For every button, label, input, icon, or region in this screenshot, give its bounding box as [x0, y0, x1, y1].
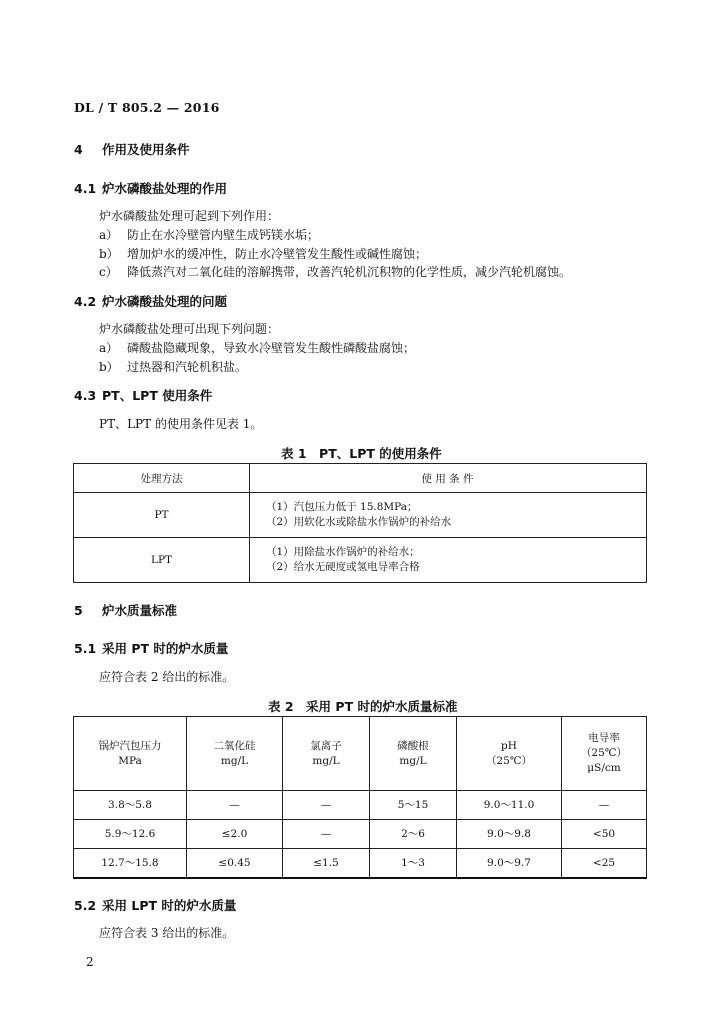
table-cell: 9.0～9.7 [457, 849, 562, 879]
table-header-cell: 锅炉汽包压力 MPa [74, 717, 187, 791]
table-cell: — [283, 820, 370, 849]
list-item: b） 增加炉水的缓冲性，防止水冷壁管发生酸性或碱性腐蚀； [99, 247, 428, 261]
page-number: 2 [86, 955, 94, 969]
table-cell: <25 [562, 849, 647, 879]
table-row [74, 791, 647, 820]
table-cell: <50 [562, 820, 647, 849]
section-4-1-intro: 炉水磷酸盐处理可起到下列作用： [99, 209, 280, 223]
table-2-caption: 表 2 采用 PT 时的炉水质量标准 [268, 699, 458, 714]
table-header-cell: 二氧化硅 mg/L [187, 717, 283, 791]
table-cell: 9.0～9.8 [457, 820, 562, 849]
section-5-1-text: 应符合表 2 给出的标准。 [99, 670, 235, 684]
table-cell: ≤1.5 [283, 849, 370, 879]
table-1 [73, 463, 647, 583]
table-header-cell: 氯离子 mg/L [283, 717, 370, 791]
table-header-cell: pH （25℃） [457, 717, 562, 791]
table-header-cell: 使 用 条 件 [250, 464, 647, 493]
list-item: c） 降低蒸汽对二氧化硅的溶解携带，改善汽轮机沉积物的化学性质，减少汽轮机腐蚀。 [99, 265, 572, 279]
section-4-2-intro: 炉水磷酸盐处理可出现下列问题： [99, 322, 280, 336]
table-cell: 2～6 [370, 820, 457, 849]
table-row [74, 493, 647, 538]
table-cell: 12.7～15.8 [74, 849, 187, 879]
section-4-heading: 4 作用及使用条件 [74, 142, 190, 157]
table-cell: 1～3 [370, 849, 457, 879]
table-cell: LPT [74, 538, 250, 583]
table-cell: 3.8～5.8 [74, 791, 187, 820]
table-cell: 5～15 [370, 791, 457, 820]
table-header-cell: 处理方法 [74, 464, 250, 493]
table-header-cell: 电导率 （25℃） μS/cm [562, 717, 647, 791]
table-cell: — [562, 791, 647, 820]
section-4-3-text: PT、LPT 的使用条件见表 1。 [99, 417, 263, 431]
table-cell: ≤2.0 [187, 820, 283, 849]
section-4-3-heading: 4.3 PT、LPT 使用条件 [74, 388, 213, 403]
table-cell: 5.9～12.6 [74, 820, 187, 849]
section-5-heading: 5 炉水质量标准 [74, 603, 178, 618]
standard-number: DL / T 805.2 — 2016 [74, 100, 220, 115]
section-5-2-text: 应符合表 3 给出的标准。 [99, 926, 235, 940]
section-5-2-heading: 5.2 采用 LPT 时的炉水质量 [74, 898, 237, 913]
table-cell: （1）汽包压力低于 15.8MPa； （2）用软化水或除盐水作锅炉的补给水 [250, 493, 647, 538]
table-cell: — [187, 791, 283, 820]
table-1-caption: 表 1 PT、LPT 的使用条件 [281, 446, 442, 461]
table-header-cell: 磷酸根 mg/L [370, 717, 457, 791]
table-header-row [74, 464, 647, 493]
section-4-2-heading: 4.2 炉水磷酸盐处理的问题 [74, 294, 228, 309]
section-5-1-heading: 5.1 采用 PT 时的炉水质量 [74, 641, 229, 656]
table-2 [73, 716, 647, 879]
table-cell: PT [74, 493, 250, 538]
table-cell: — [283, 791, 370, 820]
list-item: a） 磷酸盐隐藏现象，导致水冷壁管发生酸性磷酸盐腐蚀； [99, 341, 416, 355]
list-item: a） 防止在水冷壁管内壁生成钙镁水垢； [99, 228, 320, 242]
table-row [74, 849, 647, 879]
table-row [74, 538, 647, 583]
table-cell: （1）用除盐水作锅炉的补给水； （2）给水无硬度或氢电导率合格 [250, 538, 647, 583]
table-cell: 9.0～11.0 [457, 791, 562, 820]
table-cell: ≤0.45 [187, 849, 283, 879]
table-header-row [74, 717, 647, 791]
section-4-1-heading: 4.1 炉水磷酸盐处理的作用 [74, 181, 228, 196]
list-item: b） 过热器和汽轮机积盐。 [99, 360, 248, 374]
table-row [74, 820, 647, 849]
